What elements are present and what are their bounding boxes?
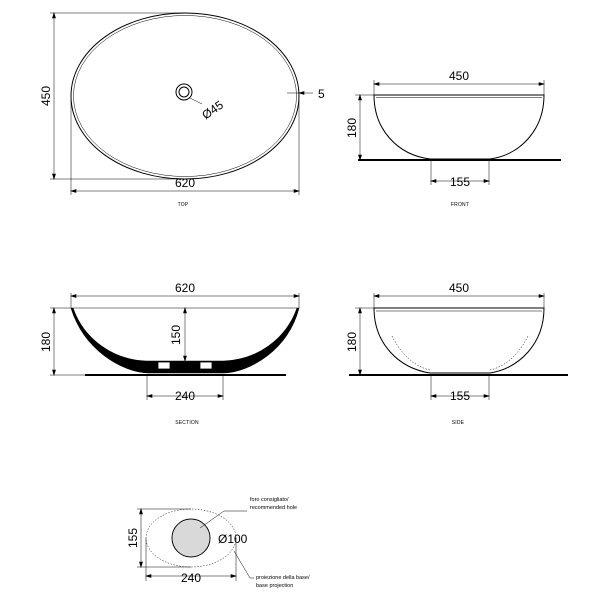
- section-base-label: 240: [174, 389, 196, 403]
- side-height-arrow-top: [359, 308, 362, 313]
- side-base-label: 155: [449, 389, 471, 403]
- side-width-arrow-right: [539, 295, 544, 298]
- top-drain-inner-circle: [179, 87, 189, 97]
- top-width-arrow-left: [71, 190, 76, 193]
- drain-diameter-label: Ø45: [199, 97, 226, 123]
- section-base-slot-left: [158, 362, 170, 369]
- side-width-label: 450: [448, 281, 470, 295]
- top-depth-label: 450: [39, 85, 53, 107]
- side-view: [345, 281, 568, 426]
- section-inner-depth-arrow-top: [184, 308, 187, 313]
- section-inner-depth-label: 150: [169, 324, 183, 346]
- top-drain-outer-circle: [176, 84, 192, 100]
- top-view: [39, 13, 325, 208]
- top-basin-outer-outline: [71, 13, 299, 179]
- section-view-caption: SECTION: [175, 420, 199, 426]
- front-base-label: 155: [449, 175, 471, 189]
- side-height-label: 180: [345, 331, 359, 353]
- section-base-arrow-right: [218, 395, 223, 398]
- projection-note-line-2: base projection: [256, 583, 294, 589]
- section-base-slot-right: [200, 362, 212, 369]
- rim-arrow: [299, 92, 304, 95]
- section-view: [39, 281, 299, 426]
- hole-note-line-1: foro consigliato/: [250, 497, 289, 503]
- base-plan-view: [126, 497, 310, 589]
- top-width-label: 620: [174, 176, 196, 190]
- section-width-arrow-right: [294, 295, 299, 298]
- section-width-arrow-left: [71, 295, 76, 298]
- front-height-arrow-top: [359, 95, 362, 100]
- projection-note-leader: [234, 551, 254, 578]
- side-base-arrow-left: [431, 395, 436, 398]
- base-width-arrow-right: [231, 575, 236, 578]
- base-width-label: 240: [180, 571, 202, 585]
- side-inner-hidden-line: [392, 336, 528, 370]
- side-base-arrow-right: [484, 395, 489, 398]
- base-depth-label: 155: [126, 527, 140, 549]
- section-height-arrow-bottom: [53, 370, 56, 375]
- hole-note-leader: [200, 511, 247, 528]
- side-basin-outline: [374, 308, 544, 373]
- base-depth-arrow-top: [140, 509, 143, 514]
- section-height-arrow-top: [53, 308, 56, 313]
- side-width-arrow-left: [374, 295, 379, 298]
- top-depth-arrow-bottom: [53, 174, 56, 179]
- hole-diameter-label: Ø100: [218, 532, 248, 546]
- top-width-arrow-right: [294, 190, 299, 193]
- front-basin-outline: [374, 95, 544, 159]
- hole-note-line-2: recommended hole: [250, 505, 298, 511]
- front-view: [345, 69, 561, 208]
- front-view-caption: FRONT: [450, 202, 470, 208]
- front-width-arrow-left: [374, 83, 379, 86]
- front-width-label: 450: [448, 69, 470, 83]
- section-base-arrow-left: [147, 395, 152, 398]
- side-view-caption: SIDE: [451, 420, 465, 426]
- front-base-arrow-left: [431, 180, 436, 183]
- front-base-arrow-right: [484, 180, 489, 183]
- section-height-label: 180: [39, 331, 53, 353]
- projection-note-line-1: proiezione della base/: [256, 575, 310, 581]
- top-basin-inner-outline: [74, 16, 297, 177]
- front-height-label: 180: [345, 117, 359, 139]
- top-view-caption: TOP: [177, 202, 189, 208]
- top-depth-arrow-top: [53, 13, 56, 18]
- drain-leader-line: [190, 98, 202, 104]
- base-width-arrow-left: [146, 575, 151, 578]
- rim-thickness-label: 5: [318, 87, 325, 101]
- section-inner-depth-arrow-bottom: [184, 356, 187, 361]
- front-width-arrow-right: [539, 83, 544, 86]
- section-width-label: 620: [174, 281, 196, 295]
- base-depth-arrow-bottom: [140, 562, 143, 567]
